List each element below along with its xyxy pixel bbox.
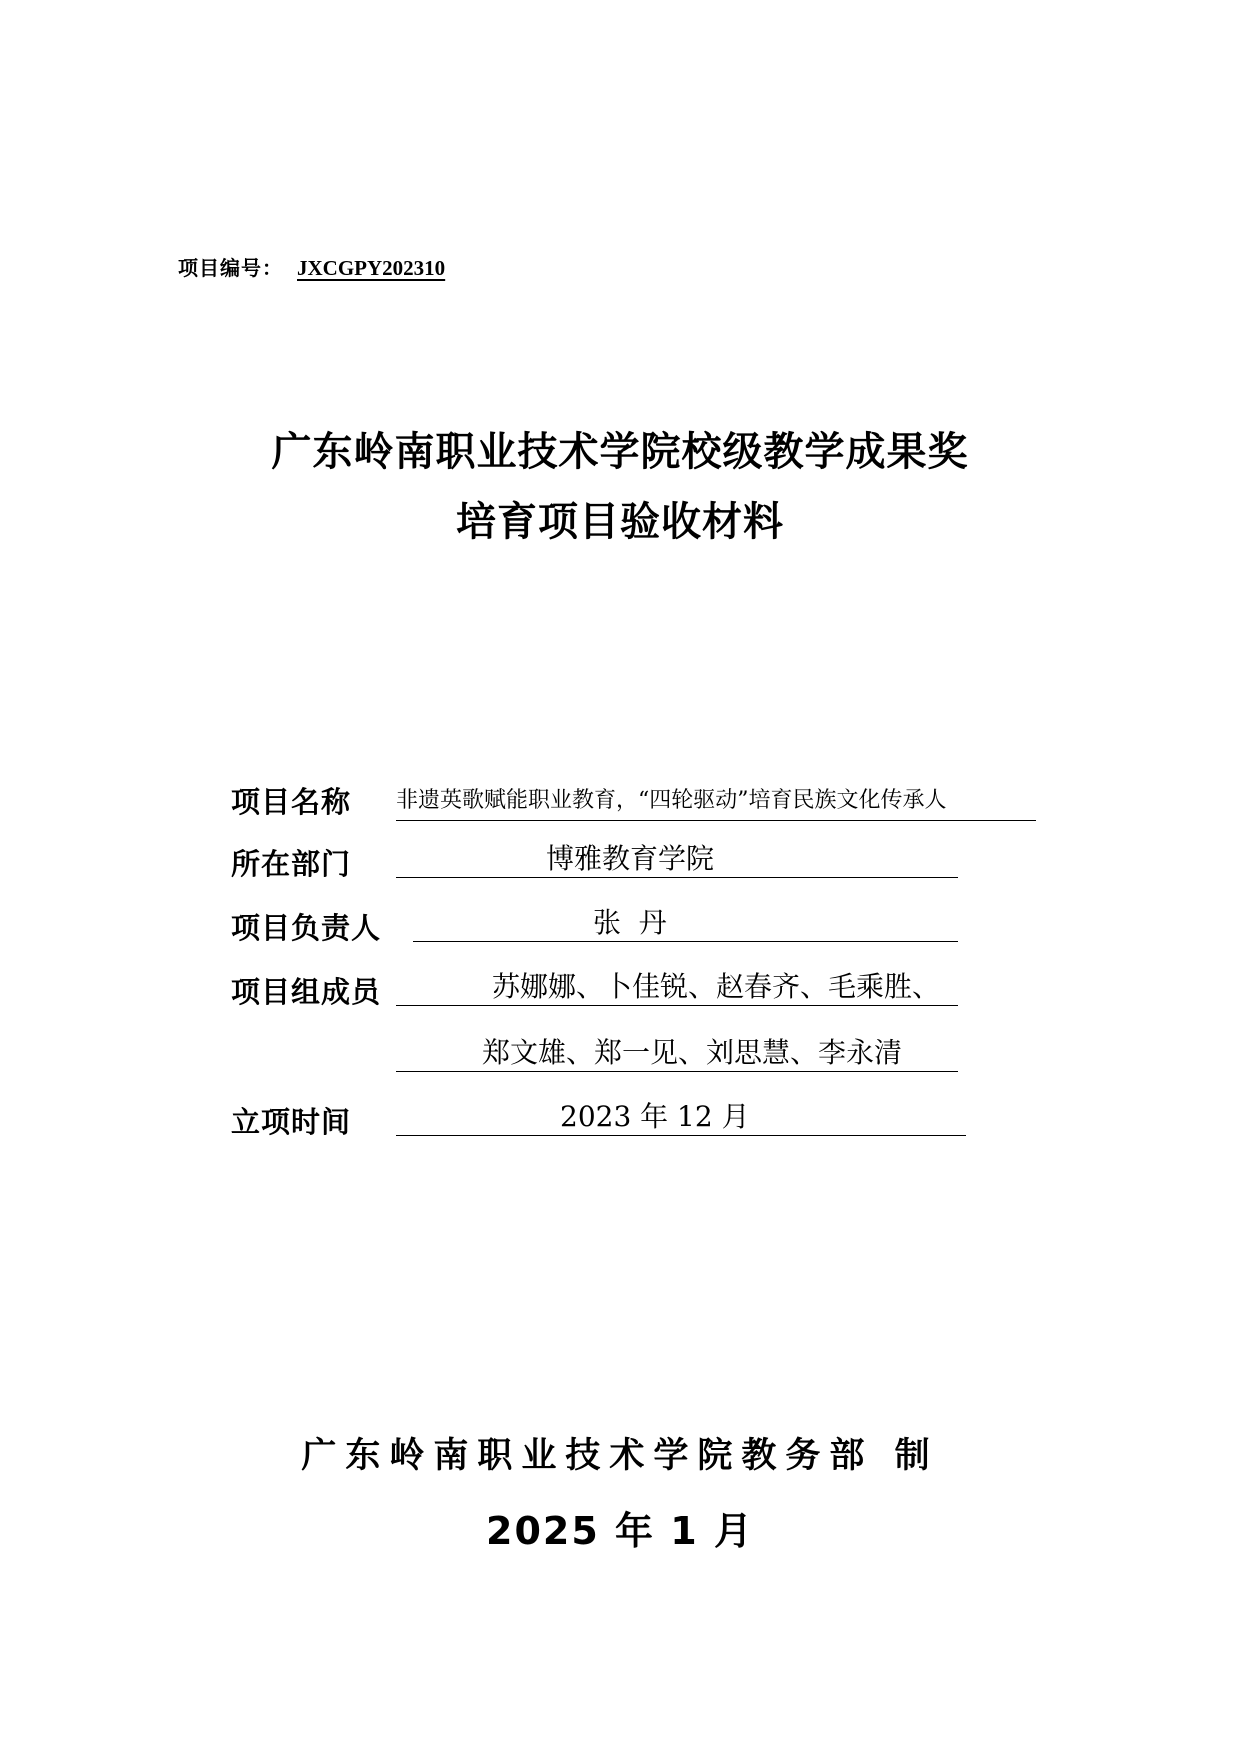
footer-date: 2025 年 1 月: [486, 1509, 754, 1553]
project-number: [178, 252, 459, 281]
department-value: 博雅教育学院: [396, 840, 958, 878]
members-value-line1: 苏娜娜、卜佳锐、赵春齐、毛乘胜、: [396, 968, 958, 1006]
start-time-label: 立项时间: [231, 1105, 352, 1139]
document-title-line1: 广东岭南职业技术学院校级教学成果奖: [271, 429, 969, 475]
project-name-value: 非遗英歌赋能职业教育，“四轮驱动”培育民族文化传承人: [396, 782, 1036, 821]
leader-value: 张 丹: [413, 904, 958, 942]
department-label: 所在部门: [231, 847, 352, 881]
members-value-line2: 郑文雄、郑一见、刘思慧、李永清: [396, 1034, 958, 1072]
project-name-label: 项目名称: [231, 785, 352, 819]
members-label: 项目组成员: [231, 975, 382, 1009]
project-number-value: JXCGPY202310: [297, 256, 446, 280]
start-time-value: 2023 年 12 月: [396, 1098, 966, 1136]
document-title-line2: 培育项目验收材料: [456, 499, 784, 545]
project-number-label: 项目编号：: [178, 256, 283, 280]
footer-organization: 广东岭南职业技术学院教务部 制: [301, 1436, 939, 1476]
leader-label: 项目负责人: [231, 911, 382, 945]
